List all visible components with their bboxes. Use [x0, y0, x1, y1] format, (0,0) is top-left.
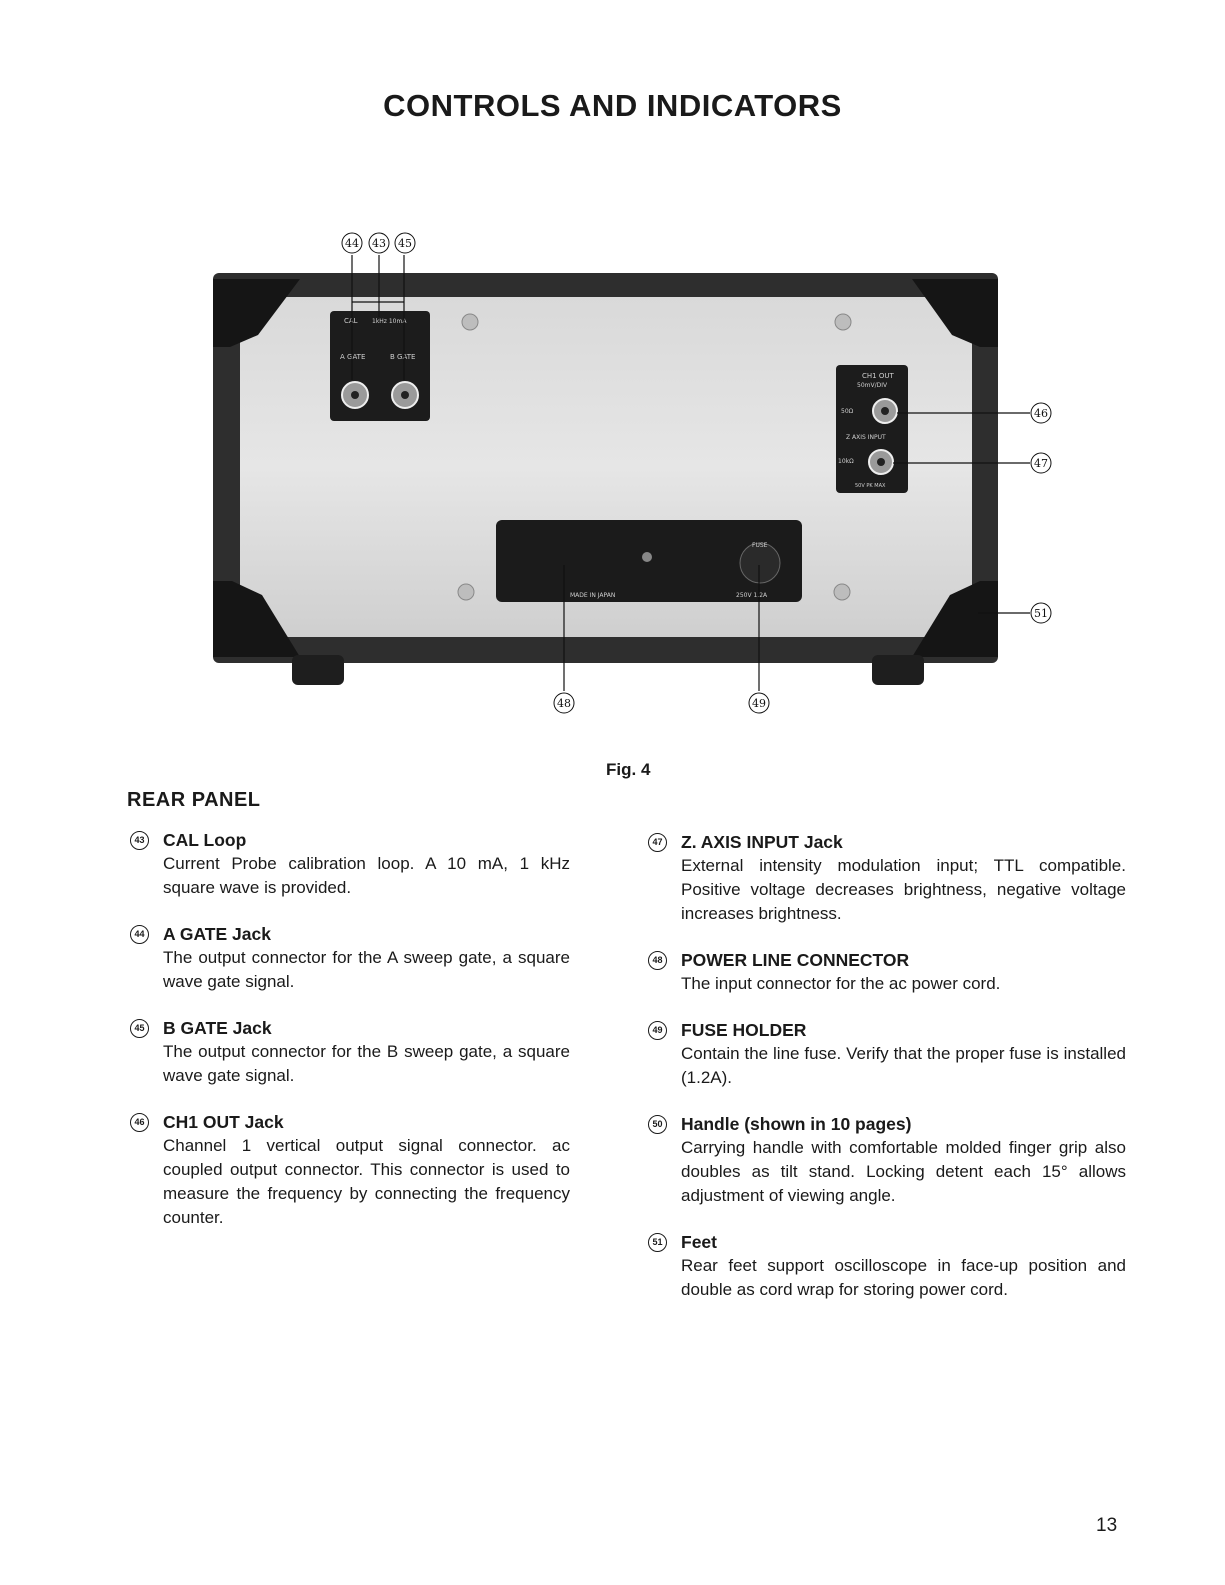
callout-46-label: 46	[1034, 407, 1048, 420]
fuse-cap	[740, 543, 780, 583]
foot	[872, 655, 924, 685]
item-number-badge: 44	[130, 925, 149, 944]
entry-description: Contain the line fuse. Verify that the proper fuse is installed (1.2A).	[681, 1044, 1126, 1087]
callout-44-label: 44	[345, 237, 359, 250]
left-column	[130, 828, 570, 1252]
callout-48-label: 48	[557, 697, 571, 710]
foot	[292, 655, 344, 685]
entry-description: Channel 1 vertical output signal connector. ac coupled output connector. This connector is used to measure the frequency by connecting the frequency counter.	[163, 1136, 570, 1227]
callout-43-label: 43	[372, 237, 386, 250]
figure-caption: Fig. 4	[606, 760, 651, 779]
item-number-badge: 49	[648, 1021, 667, 1040]
entry-title: CH1 OUT Jack	[163, 1112, 284, 1132]
callout-47-label: 47	[1034, 457, 1048, 470]
screw	[835, 314, 851, 330]
entry-a-gate-jack	[130, 922, 570, 994]
page-title: CONTROLS AND INDICATORS	[383, 88, 842, 123]
entry-description: Carrying handle with comfortable molded finger grip also doubles as tilt stand. Locking detent each 15° allows adjustment of viewing angle.	[681, 1138, 1126, 1205]
screw	[834, 584, 850, 600]
entry-title: FUSE HOLDER	[681, 1020, 807, 1040]
callout-45-label: 45	[398, 237, 412, 250]
item-number-badge: 51	[648, 1233, 667, 1252]
entry-feet	[648, 1230, 1126, 1302]
item-number-badge: 43	[130, 831, 149, 850]
item-number-badge: 48	[648, 951, 667, 970]
entry-title: CAL Loop	[163, 830, 247, 850]
entry-b-gate-jack	[130, 1016, 570, 1088]
entry-power-line-connector	[648, 948, 1126, 996]
right-column	[648, 830, 1126, 1324]
item-number-badge: 47	[648, 833, 667, 852]
screw	[458, 584, 474, 600]
z-axis-label: Z AXIS INPUT	[846, 434, 886, 441]
item-number-badge: 46	[130, 1113, 149, 1132]
entry-description: The output connector for the B sweep gate, a square wave gate signal.	[163, 1042, 570, 1085]
entry-description: Rear feet support oscilloscope in face-up position and double as cord wrap for storing power cord.	[681, 1256, 1126, 1299]
item-number-badge: 45	[130, 1019, 149, 1038]
made-in-label: MADE IN JAPAN	[570, 592, 616, 599]
entry-title: A GATE Jack	[163, 924, 271, 944]
z-impedance-label: 10kΩ	[838, 458, 854, 465]
entry-title: Handle (shown in 10 pages)	[681, 1114, 912, 1134]
entry-cal-loop	[130, 828, 570, 900]
item-number-badge: 50	[648, 1115, 667, 1134]
ch1-impedance-label: 50Ω	[841, 408, 854, 415]
fuse-rating-label: 250V 1.2A	[736, 592, 768, 599]
callout-51-label: 51	[1034, 607, 1048, 620]
ch1-scale-label: 50mV/DIV	[857, 382, 888, 389]
entry-title: B GATE Jack	[163, 1018, 272, 1038]
entry-title: POWER LINE CONNECTOR	[681, 950, 910, 970]
entry-title: Z. AXIS INPUT Jack	[681, 832, 843, 852]
screw	[462, 314, 478, 330]
entry-description: External intensity modulation input; TTL compatible. Positive voltage decreases brightness, negative voltage increases brightness.	[681, 856, 1126, 923]
fuse-label: FUSE	[752, 542, 768, 549]
entry-handle	[648, 1112, 1126, 1208]
callout-49-label: 49	[752, 697, 766, 710]
entry-description: The input connector for the ac power cord.	[681, 974, 1001, 993]
cal-value-label: 1kHz 10mA	[372, 318, 407, 325]
section-heading: REAR PANEL	[127, 789, 261, 811]
cal-label: CAL	[344, 317, 358, 325]
rear-panel-figure	[0, 225, 1225, 745]
entry-description: The output connector for the A sweep gate, a square wave gate signal.	[163, 948, 570, 991]
entry-fuse-holder	[648, 1018, 1126, 1090]
page-number: 13	[1096, 1515, 1118, 1536]
rear-panel-photo	[0, 225, 1225, 745]
entry-ch1-out-jack	[130, 1110, 570, 1230]
entry-description: Current Probe calibration loop. A 10 mA, 1 kHz square wave is provided.	[163, 854, 570, 897]
b-gate-label: B GATE	[390, 353, 416, 361]
entry-z-axis-input-jack	[648, 830, 1126, 926]
ch1-out-label: CH1 OUT	[862, 372, 894, 380]
a-gate-label: A GATE	[340, 353, 366, 361]
entry-title: Feet	[681, 1232, 717, 1252]
z-max-label: 50V PK MAX	[855, 483, 886, 489]
